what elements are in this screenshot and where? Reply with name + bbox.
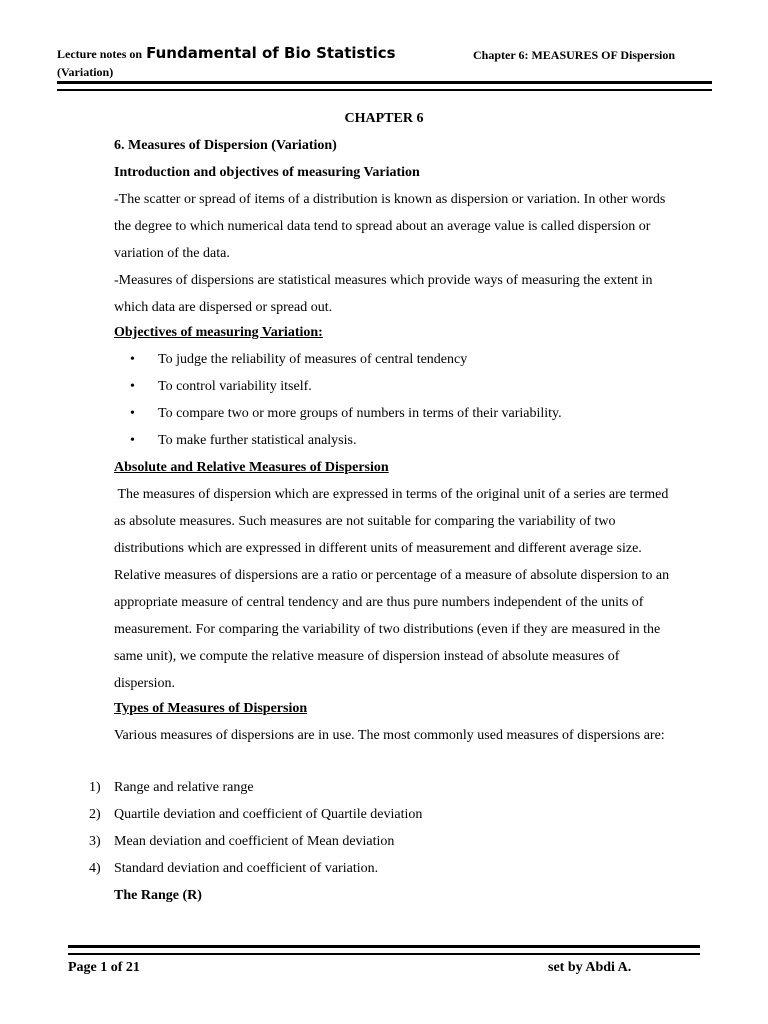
absolute-relative-paragraph: The measures of dispersion which are expressed in terms of the original unit of a series are termed as absolute measures. Such measures are not suitable for comparing the variability of two distributions which are expressed in different units of measurement and different average size. Relative measures of dispersions are a ratio or percentage of a measure of absolute dispersion to an appropriate measure of central tendency and are thus pure numbers independent of the units of measurement. For comparing the variability of two distributions (even if they are measured in the same unit), we compute the relative measure of dispersion instead of absolute measures of dispersion. (114, 487, 673, 691)
types-paragraph: Various measures of dispersions are in use. The most commonly used measures of dispersions are: (114, 728, 665, 743)
range-heading: The Range (R) (114, 888, 202, 903)
footer-author: set by Abdi A. (548, 960, 632, 975)
header-course-title: Fundamental of Bio Statistics (146, 44, 396, 62)
bullet-icon: • (130, 352, 135, 367)
list-number: 3) (89, 834, 101, 849)
bullet-icon: • (130, 406, 135, 421)
objective-item: To make further statistical analysis. (158, 433, 357, 448)
footer-rule-thin (68, 953, 700, 955)
list-item: Quartile deviation and coefficient of Quartile deviation (114, 807, 423, 822)
chapter-title: CHAPTER 6 (344, 111, 424, 126)
intro-heading: Introduction and objectives of measuring Variation (114, 165, 420, 180)
bullet-icon: • (130, 379, 135, 394)
list-number: 1) (89, 780, 101, 795)
objectives-heading: Objectives of measuring Variation: (114, 325, 323, 340)
page-number: Page 1 of 21 (68, 960, 140, 975)
list-number: 2) (89, 807, 101, 822)
intro-paragraph-2: -Measures of dispersions are statistical measures which provide ways of measuring the extent in which data are dispersed or spread out. (114, 273, 653, 315)
types-heading: Types of Measures of Dispersion (114, 701, 308, 716)
intro-paragraph-1: -The scatter or spread of items of a distribution is known as dispersion or variation. In other words the degree to which numerical data tend to spread about an average value is called dispersion or variation of the data. (114, 192, 666, 261)
list-item: Standard deviation and coefficient of variation. (114, 861, 379, 876)
header-prefix: Lecture notes on (57, 47, 143, 61)
header-rule-thin (57, 89, 712, 91)
header-suffix: (Variation) (57, 65, 114, 79)
objective-item: To compare two or more groups of numbers in terms of their variability. (158, 406, 562, 421)
header-course-line (57, 44, 396, 63)
list-item: Range and relative range (114, 780, 254, 795)
objective-item: To judge the reliability of measures of central tendency (158, 352, 468, 367)
bullet-icon: • (130, 433, 135, 448)
header-chapter: Chapter 6: MEASURES OF Dispersion (473, 48, 676, 62)
list-number: 4) (89, 861, 101, 876)
footer-rule-thick (68, 945, 700, 948)
objective-item: To control variability itself. (158, 379, 312, 394)
section-title: 6. Measures of Dispersion (Variation) (114, 138, 337, 153)
absolute-relative-heading: Absolute and Relative Measures of Dispersion (114, 460, 389, 475)
header-rule-thick (57, 81, 712, 84)
list-item: Mean deviation and coefficient of Mean deviation (114, 834, 395, 849)
